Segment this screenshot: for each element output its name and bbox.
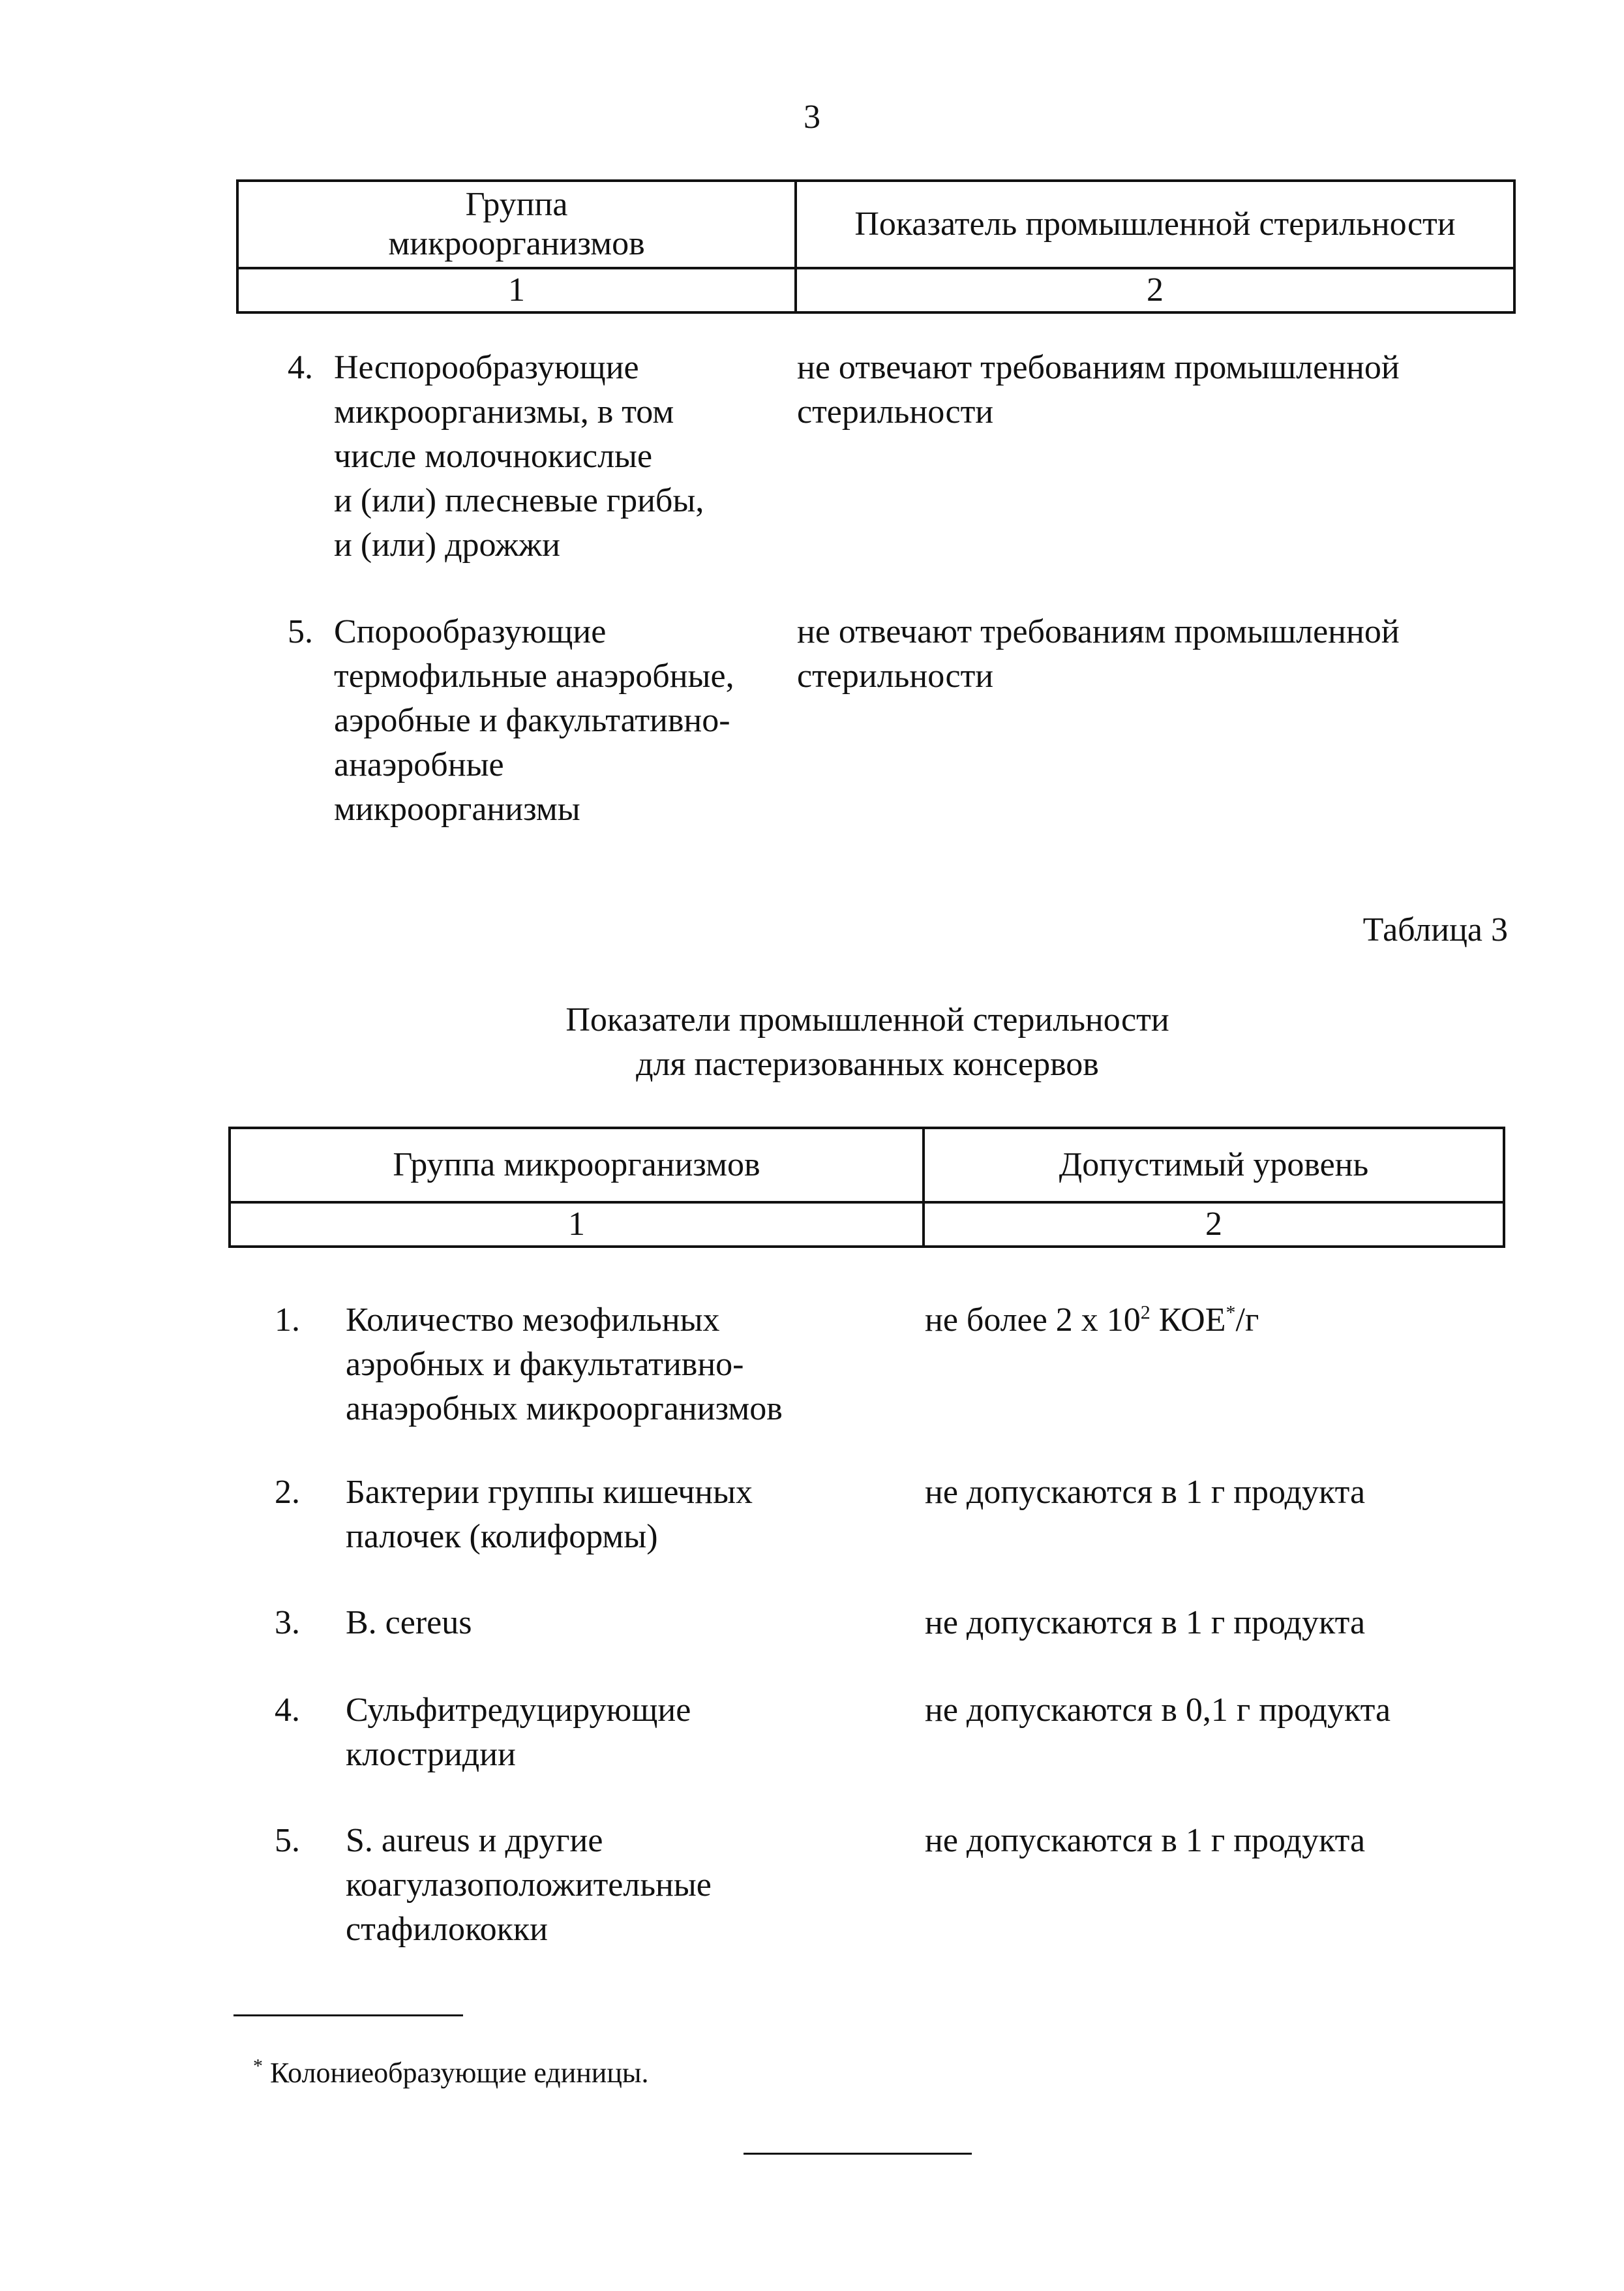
table-title: Показатели промышленной стерильности для пастеризованных консервов <box>565 1001 1169 1083</box>
column-index-1: 1 <box>230 1202 924 1247</box>
sterility-indicator: не отвечают требованиям промышленной стерильности <box>797 349 1400 431</box>
column-header-indicator: Показатель промышленной стерильности <box>796 181 1514 268</box>
footnote-separator <box>233 2014 463 2016</box>
table3-header <box>228 1127 1505 1248</box>
permissible-level: не более 2 х $10^2$ КОЕ*/г <box>925 1301 1259 1339</box>
row-number: 1. <box>275 1301 300 1339</box>
microorganism-group: S. aureus и другие коагулазоположительные стафилококки <box>346 1822 712 1948</box>
permissible-level: не допускаются в 1 г продукта <box>925 1474 1366 1511</box>
table-label: Таблица 3 <box>1362 911 1508 948</box>
row-number: 4. <box>275 1692 300 1729</box>
footnote <box>253 2055 648 2091</box>
microorganism-group: Количество мезофильных аэробных и факультативно- анаэробных микроорганизмов <box>346 1301 783 1427</box>
microorganism-group: Бактерии группы кишечных палочек (колиформы) <box>346 1474 753 1555</box>
column-index-1: 1 <box>237 268 796 312</box>
column-header-level: Допустимый уровень <box>924 1128 1504 1202</box>
page-number: 3 <box>804 99 820 136</box>
microorganism-group: Сульфитредуцирующие клостридии <box>346 1692 691 1773</box>
row-number: 3. <box>275 1604 300 1641</box>
row-number: 5. <box>275 1822 300 1859</box>
microorganism-group: Неспорообразующие микроорганизмы, в том числе молочнокислые и (или) плесневые грибы, и (или) дрожжи <box>334 349 704 564</box>
permissible-level: не допускаются в 1 г продукта <box>925 1822 1366 1859</box>
continued-table-header <box>236 179 1516 314</box>
row-number: 4. <box>288 349 313 386</box>
footnote-mark: * <box>253 2055 263 2077</box>
column-header-group: Группа микроорганизмов <box>230 1128 924 1202</box>
row-number: 2. <box>275 1474 300 1511</box>
microorganism-group: Спорообразующие термофильные анаэробные, аэробные и факультативно- анаэробные микроорганизмы <box>334 613 734 828</box>
permissible-level: не допускаются в 0,1 г продукта <box>925 1692 1391 1729</box>
permissible-level: не допускаются в 1 г продукта <box>925 1604 1366 1641</box>
column-index-2: 2 <box>924 1202 1504 1247</box>
footnote-text: Колониеобразующие единицы. <box>263 2057 649 2089</box>
column-index-2: 2 <box>796 268 1514 312</box>
row-number: 5. <box>288 613 313 650</box>
end-of-document-rule <box>744 2153 972 2155</box>
microorganism-group: B. cereus <box>346 1604 472 1641</box>
sterility-indicator: не отвечают требованиям промышленной стерильности <box>797 613 1400 695</box>
column-header-group: Группа микроорганизмов <box>237 181 796 268</box>
